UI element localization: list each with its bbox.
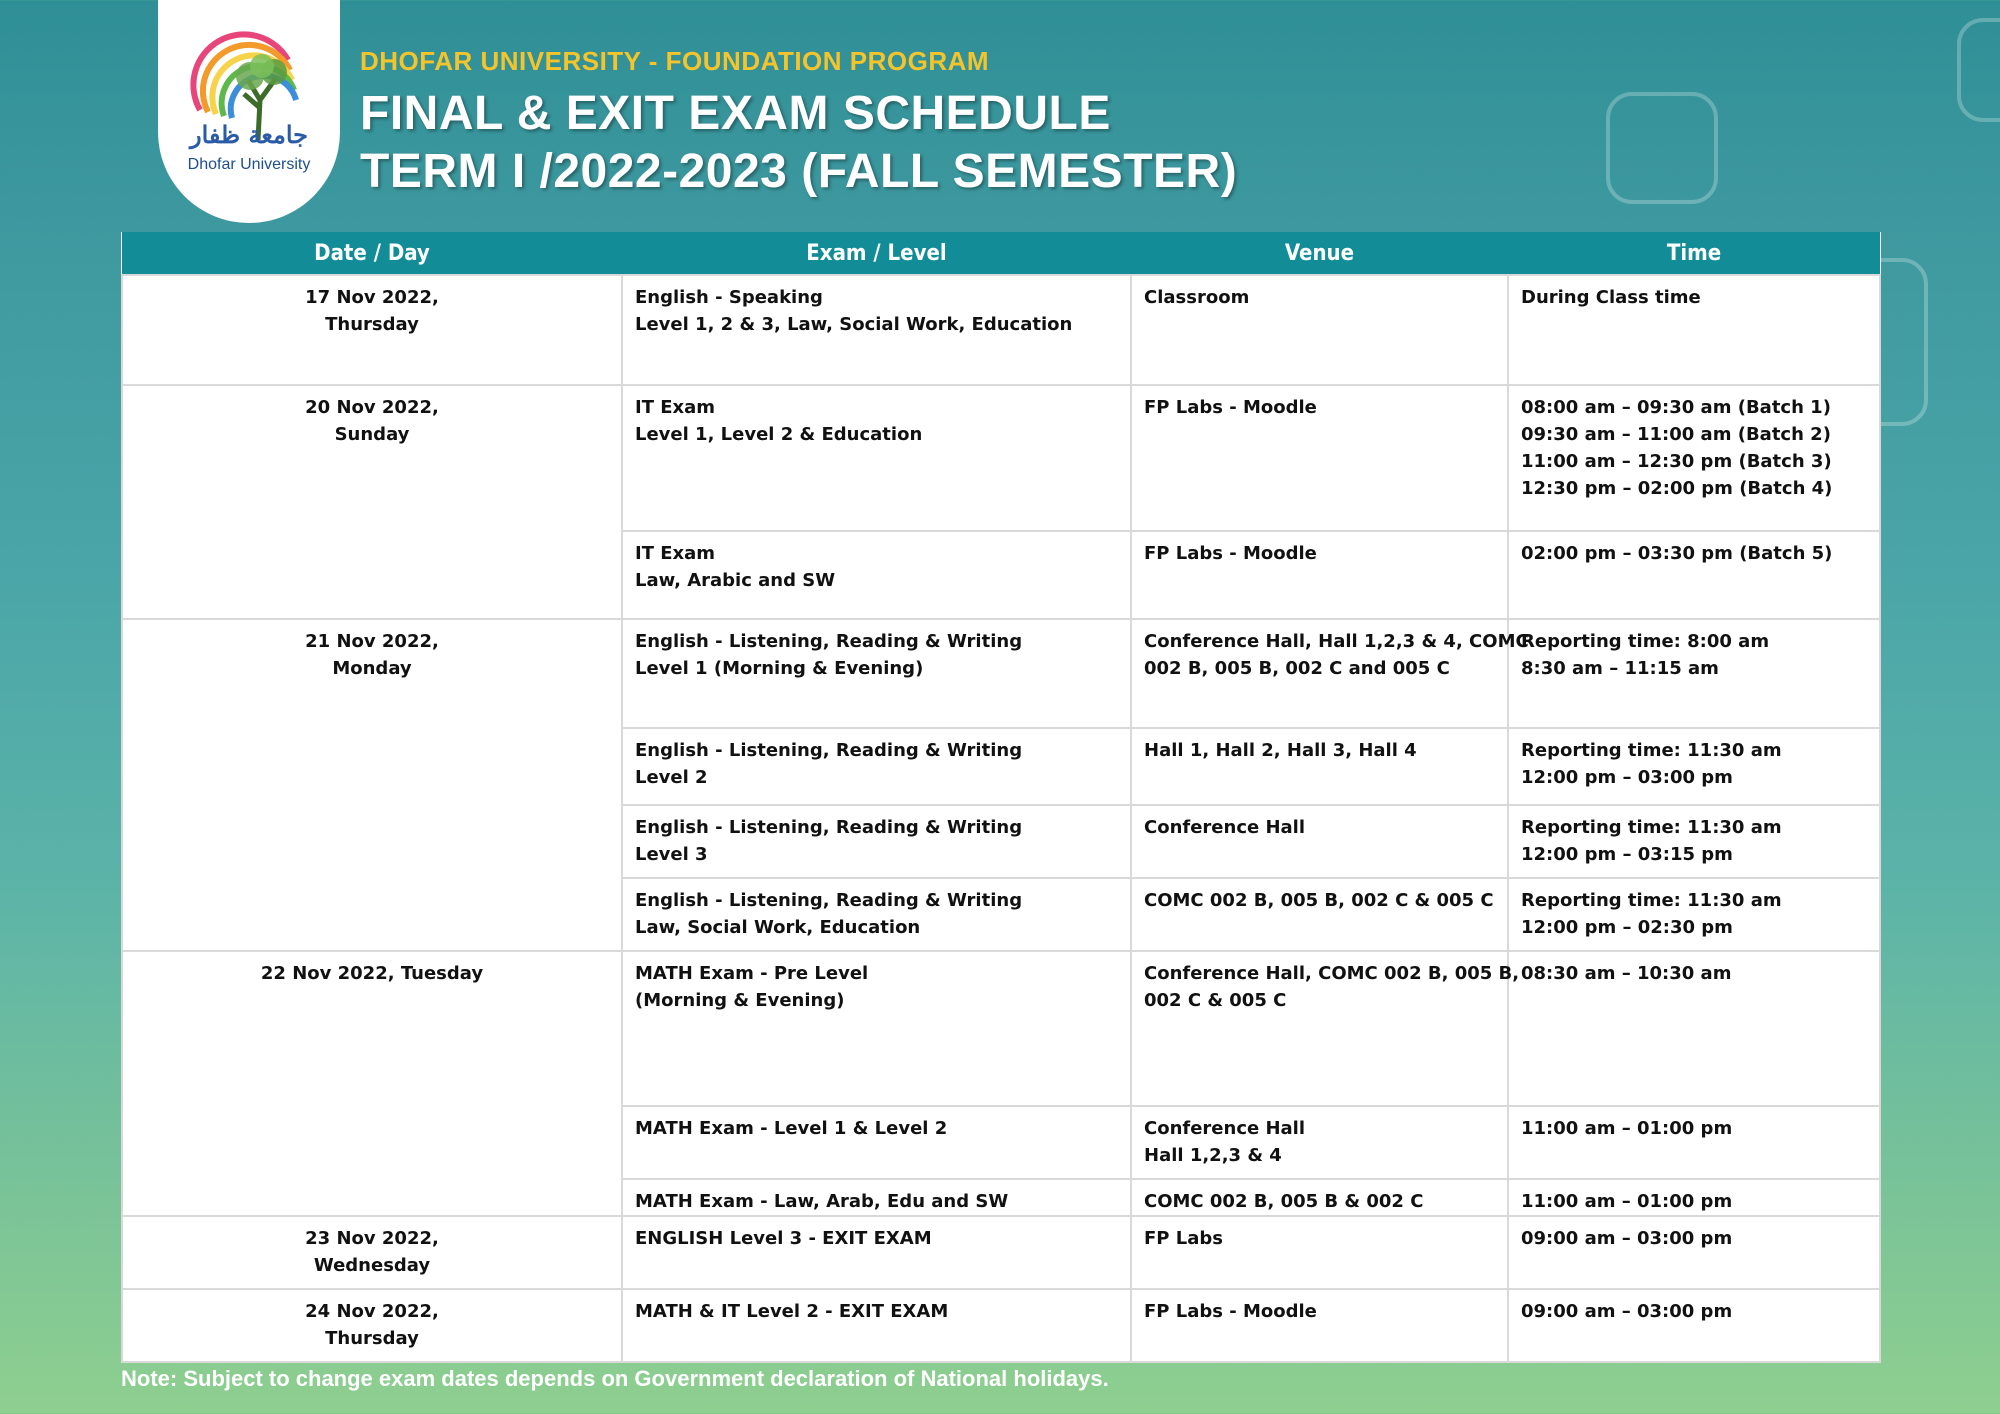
time-text: 09:00 am – 03:00 pm [1521,1301,1733,1322]
exam-text: IT Exam [635,543,716,564]
level-text: (Morning & Evening) [635,990,845,1011]
exam-cell [622,531,1131,619]
venue-cell [1131,1106,1508,1179]
table-row [122,385,1880,531]
day-text: Monday [332,658,412,679]
time-text: Reporting time: 11:30 am [1521,740,1782,761]
time-text: 11:00 am – 01:00 pm [1521,1118,1733,1139]
level-text: Law, Arabic and SW [635,570,836,591]
exam-text: MATH Exam - Pre Level [635,963,869,984]
exam-text: MATH Exam - Law, Arab, Edu and SW [635,1191,1009,1212]
footnote: Note: Subject to change exam dates depends on Government declaration of National holidays. [121,1366,1109,1391]
venue-cell [1131,385,1508,531]
level-text: Level 1, 2 & 3, Law, Social Work, Education [635,314,1073,335]
time-cell [1508,878,1880,951]
table-header-row [122,232,1880,275]
venue-cell [1131,619,1529,728]
venue-cell [1131,1289,1508,1362]
day-text: Thursday [325,1328,419,1349]
time-text: 12:00 pm – 03:00 pm [1521,767,1733,788]
venue-text: Hall 1, Hall 2, Hall 3, Hall 4 [1144,740,1417,761]
time-text: Reporting time: 11:30 am [1521,890,1782,911]
exam-schedule-table [121,232,1879,1363]
time-cell [1508,1289,1880,1362]
date-cell [122,1216,622,1289]
date-cell [122,1289,622,1362]
time-cell [1508,385,1880,531]
decorative-square-1 [1606,92,1718,204]
day-text: Sunday [334,424,410,445]
time-text: 08:30 am – 10:30 am [1521,963,1732,984]
exam-cell [622,805,1131,878]
venue-text: FP Labs - Moodle [1144,1301,1317,1322]
venue-text: Conference Hall, COMC 002 B, 005 B, [1144,963,1520,984]
time-cell [1508,1179,1880,1216]
time-cell [1508,531,1880,619]
level-text: Level 1, Level 2 & Education [635,424,923,445]
venue-cell [1131,951,1520,1106]
time-text: 02:00 pm – 03:30 pm (Batch 5) [1521,543,1833,564]
time-cell [1508,1106,1880,1179]
column-header-venue: Venue [1131,232,1508,275]
column-header-exam: Exam / Level [622,232,1131,275]
venue-text: COMC 002 B, 005 B, 002 C & 005 C [1144,890,1494,911]
date-cell [122,619,622,951]
time-text: 12:30 pm – 02:00 pm (Batch 4) [1521,478,1833,499]
level-text: Level 3 [635,844,708,865]
venue-text: Hall 1,2,3 & 4 [1144,1145,1282,1166]
time-text: 09:00 am – 03:00 pm [1521,1228,1733,1249]
exam-text: English - Speaking [635,287,823,308]
exam-text: MATH Exam - Level 1 & Level 2 [635,1118,948,1139]
venue-text: COMC 002 B, 005 B & 002 C [1144,1191,1424,1212]
venue-cell [1131,275,1508,385]
date-text: 22 Nov 2022, Tuesday [260,963,484,984]
time-text: 12:00 pm – 02:30 pm [1521,917,1733,938]
venue-text: Conference Hall [1144,1118,1306,1139]
exam-text: IT Exam [635,397,716,418]
time-text: During Class time [1521,287,1701,308]
venue-text: FP Labs - Moodle [1144,397,1317,418]
venue-text: Classroom [1144,287,1250,308]
exam-text: English - Listening, Reading & Writing [635,817,1023,838]
time-cell [1508,951,1880,1106]
exam-text: English - Listening, Reading & Writing [635,890,1023,911]
column-header-date: Date / Day [122,232,622,275]
university-logo [158,0,340,223]
day-text: Wednesday [313,1255,431,1276]
date-text: 17 Nov 2022, [305,287,439,308]
exam-cell [622,951,1131,1106]
exam-cell [622,1216,1131,1289]
level-text: Level 2 [635,767,708,788]
program-subtitle: DHOFAR UNIVERSITY - FOUNDATION PROGRAM [360,46,990,76]
time-text: 8:30 am – 11:15 am [1521,658,1719,679]
table-row [122,275,1880,385]
venue-cell [1131,728,1508,805]
venue-cell [1131,878,1508,951]
venue-text: 002 C & 005 C [1144,990,1287,1011]
exam-text: MATH & IT Level 2 - EXIT EXAM [635,1301,949,1322]
exam-text: English - Listening, Reading & Writing [635,631,1023,652]
table-row [122,1216,1880,1289]
decorative-square-2 [1957,18,2000,122]
time-cell [1508,805,1880,878]
venue-cell [1131,531,1508,619]
venue-cell [1131,805,1508,878]
exam-cell [622,619,1131,728]
time-text: 11:00 am – 01:00 pm [1521,1191,1733,1212]
venue-text: 002 B, 005 B, 002 C and 005 C [1144,658,1450,679]
venue-cell [1131,1216,1508,1289]
exam-text: ENGLISH Level 3 - EXIT EXAM [635,1228,932,1249]
logo-arabic-text: جامعة ظفار [190,120,308,149]
exam-cell [622,728,1131,805]
exam-cell [622,275,1131,385]
table-row [122,1289,1880,1362]
date-text: 20 Nov 2022, [305,397,439,418]
venue-text: FP Labs - Moodle [1144,543,1317,564]
day-text: Thursday [325,314,419,335]
exam-cell [622,385,1131,531]
time-text: 09:30 am – 11:00 am (Batch 2) [1521,424,1831,445]
table-row [122,951,1880,1106]
venue-text: Conference Hall, Hall 1,2,3 & 4, COMC [1144,631,1529,652]
term-title: TERM I /2022-2023 (FALL SEMESTER) [360,145,1238,198]
logo-english-text: Dhofar University [187,156,311,173]
exam-text: English - Listening, Reading & Writing [635,740,1023,761]
date-text: 21 Nov 2022, [305,631,439,652]
time-text: 12:00 pm – 03:15 pm [1521,844,1733,865]
column-header-time: Time [1508,232,1880,275]
table-row [122,619,1880,728]
time-cell [1508,619,1880,728]
date-cell [122,951,622,1216]
date-text: 24 Nov 2022, [305,1301,439,1322]
venue-text: Conference Hall [1144,817,1306,838]
exam-cell [622,1179,1131,1216]
time-cell [1508,275,1880,385]
time-text: 11:00 am – 12:30 pm (Batch 3) [1521,451,1832,472]
exam-cell [622,1106,1131,1179]
time-text: 08:00 am – 09:30 am (Batch 1) [1521,397,1831,418]
time-cell [1508,728,1880,805]
date-cell [122,275,622,385]
time-text: Reporting time: 11:30 am [1521,817,1782,838]
level-text: Law, Social Work, Education [635,917,921,938]
page-title: FINAL & EXIT EXAM SCHEDULE [360,87,1111,140]
time-cell [1508,1216,1880,1289]
venue-cell [1131,1179,1508,1216]
exam-cell [622,1289,1131,1362]
date-cell [122,385,622,619]
date-text: 23 Nov 2022, [305,1228,439,1249]
venue-text: FP Labs [1144,1228,1223,1249]
exam-cell [622,878,1131,951]
level-text: Level 1 (Morning & Evening) [635,658,924,679]
time-text: Reporting time: 8:00 am [1521,631,1770,652]
